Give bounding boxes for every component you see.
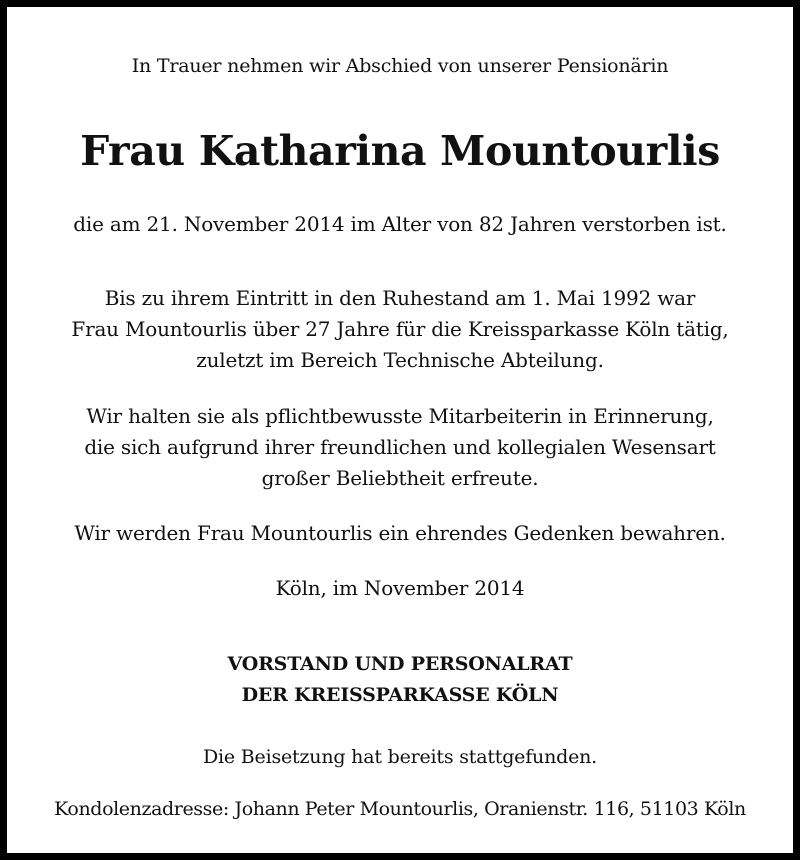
death-date-text: die am 21. November 2014 im Alter von 82 Jahren verstorben ist.: [73, 212, 727, 236]
signature-line: VORSTAND UND PERSONALRAT: [227, 653, 573, 675]
career-paragraph-line: Frau Mountourlis über 27 Jahre für die Kreissparkasse Köln tätig,: [71, 317, 729, 341]
signature-line: DER KREISSPARKASSE KÖLN: [241, 684, 559, 706]
career-paragraph-line: zuletzt im Bereich Technische Abteilung.: [196, 348, 604, 372]
memorial-statement: Wir werden Frau Mountourlis ein ehrendes Gedenken bewahren.: [74, 521, 726, 545]
remembrance-paragraph-line: großer Beliebtheit erfreute.: [261, 466, 539, 490]
remembrance-paragraph-line: Wir halten sie als pflichtbewusste Mitarbeiterin in Erinnerung,: [86, 404, 714, 428]
condolence-address: Kondolenzadresse: Johann Peter Mountourlis, Oranienstr. 116, 51103 Köln: [54, 798, 746, 820]
place-date: Köln, im November 2014: [275, 576, 525, 600]
deceased-name: Frau Katharina Mountourlis: [80, 127, 720, 175]
intro-text: In Trauer nehmen wir Abschied von unserer Pensionärin: [131, 55, 669, 77]
remembrance-paragraph-line: die sich aufgrund ihrer freundlichen und kollegialen Wesensart: [84, 435, 716, 459]
burial-note: Die Beisetzung hat bereits stattgefunden.: [202, 746, 598, 768]
career-paragraph-line: Bis zu ihrem Eintritt in den Ruhestand am 1. Mai 1992 war: [104, 286, 696, 310]
